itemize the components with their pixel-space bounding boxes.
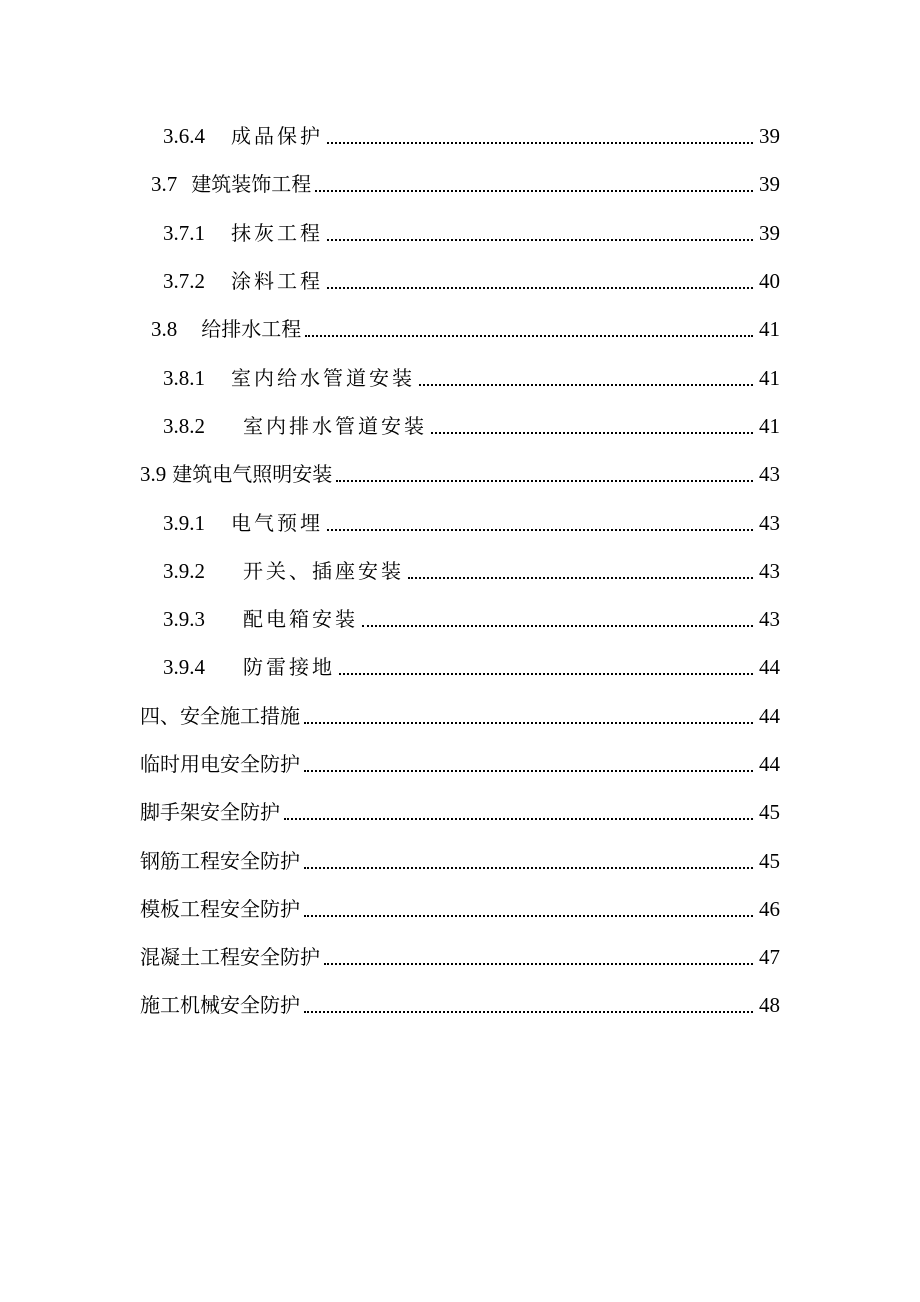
toc-entry-page: 44 [759,655,780,680]
toc-entry-title: 开关、插座安装 [243,558,404,583]
dot-leader [304,752,753,776]
toc-entry-page: 45 [759,800,780,825]
dot-leader [304,993,753,1017]
toc-entry-number: 3.7.2 [163,269,205,294]
dot-leader [419,366,753,390]
toc-entry-title: 脚手架安全防护 [140,800,280,825]
toc-entry-page: 40 [759,269,780,294]
dot-leader [304,897,753,921]
toc-entry-page: 46 [759,896,780,921]
toc-entry-concrete[interactable] [0,933,780,981]
toc-entry-page: 43 [759,462,780,487]
toc-entry-title: 建筑电气照明安装 [172,462,333,487]
toc-entry-rebar[interactable] [0,836,780,884]
toc-entry-page: 43 [759,607,780,632]
toc-entry-number: 3.8 [151,317,178,342]
table-of-contents [0,112,920,1030]
toc-entry-page: 44 [759,752,780,776]
toc-entry-number: 3.8.2 [163,413,205,438]
toc-entry-3-9[interactable] [0,450,780,498]
toc-entry-title: 模板工程安全防护 [140,896,300,921]
toc-entry-title: 施工机械安全防护 [140,993,300,1018]
toc-entry-3-9-3[interactable] [0,595,780,643]
toc-entry-3-9-4[interactable] [0,643,780,691]
toc-entry-machinery[interactable] [0,981,780,1029]
toc-entry-title: 成品保护 [231,124,323,149]
toc-entry-page: 47 [759,945,780,970]
toc-entry-title: 电气预埋 [231,510,323,535]
dot-leader [431,414,753,438]
toc-entry-page: 39 [759,124,780,149]
toc-entry-temporary-power[interactable] [0,740,780,788]
toc-entry-page: 43 [759,558,780,583]
toc-entry-3-7[interactable] [0,160,780,208]
toc-entry-3-8[interactable] [0,305,780,353]
toc-entry-number: 3.9.4 [163,655,205,680]
dot-leader [327,269,753,293]
toc-entry-3-7-2[interactable] [0,257,780,305]
dot-leader [304,849,753,873]
toc-entry-page: 39 [759,172,780,197]
dot-leader [327,124,753,148]
toc-entry-number: 3.7 [151,172,178,197]
toc-entry-number: 3.9 [140,462,167,487]
toc-entry-title: 建筑装饰工程 [191,172,312,197]
toc-entry-scaffolding[interactable] [0,788,780,836]
toc-entry-title: 涂料工程 [231,269,323,294]
toc-entry-title: 临时用电安全防护 [140,752,300,776]
toc-entry-title: 配电箱安装 [243,607,358,632]
toc-entry-page: 41 [759,413,780,438]
toc-entry-title: 室内排水管道安装 [243,413,427,438]
toc-entry-page: 44 [759,703,780,728]
toc-entry-title: 防雷接地 [243,655,335,680]
toc-entry-formwork[interactable] [0,885,780,933]
dot-leader [284,800,753,824]
toc-entry-page: 39 [759,220,780,245]
toc-entry-title: 钢筋工程安全防护 [140,848,300,873]
dot-leader [324,945,753,969]
dot-leader [362,607,753,631]
dot-leader [339,655,753,679]
toc-entry-3-8-2[interactable] [0,402,780,450]
dot-leader [336,462,753,486]
toc-entry-3-8-1[interactable] [0,353,780,401]
toc-entry-page: 41 [759,317,780,342]
toc-entry-3-7-1[interactable] [0,209,780,257]
dot-leader [327,511,753,535]
dot-leader [315,172,753,196]
toc-entry-title: 四、安全施工措施 [140,703,300,728]
toc-entry-page: 48 [759,993,780,1018]
toc-entry-title: 给排水工程 [201,317,302,342]
toc-entry-title: 混凝土工程安全防护 [140,945,320,970]
dot-leader [327,221,753,245]
toc-entry-title: 室内给水管道安装 [231,365,415,390]
toc-entry-number: 3.7.1 [163,220,205,245]
dot-leader [305,317,753,341]
toc-entry-3-9-1[interactable] [0,498,780,546]
toc-entry-page: 41 [759,365,780,390]
toc-entry-number: 3.9.2 [163,558,205,583]
toc-entry-page: 43 [759,510,780,535]
toc-entry-3-9-2[interactable] [0,547,780,595]
toc-entry-number: 3.9.3 [163,607,205,632]
toc-entry-title: 抹灰工程 [231,220,323,245]
toc-entry-number: 3.8.1 [163,365,205,390]
toc-entry-section-4[interactable] [0,692,780,740]
toc-entry-number: 3.6.4 [163,124,205,149]
toc-entry-3-6-4[interactable] [0,112,780,160]
toc-entry-number: 3.9.1 [163,510,205,535]
dot-leader [304,704,753,728]
toc-entry-page: 45 [759,848,780,873]
dot-leader [408,559,753,583]
